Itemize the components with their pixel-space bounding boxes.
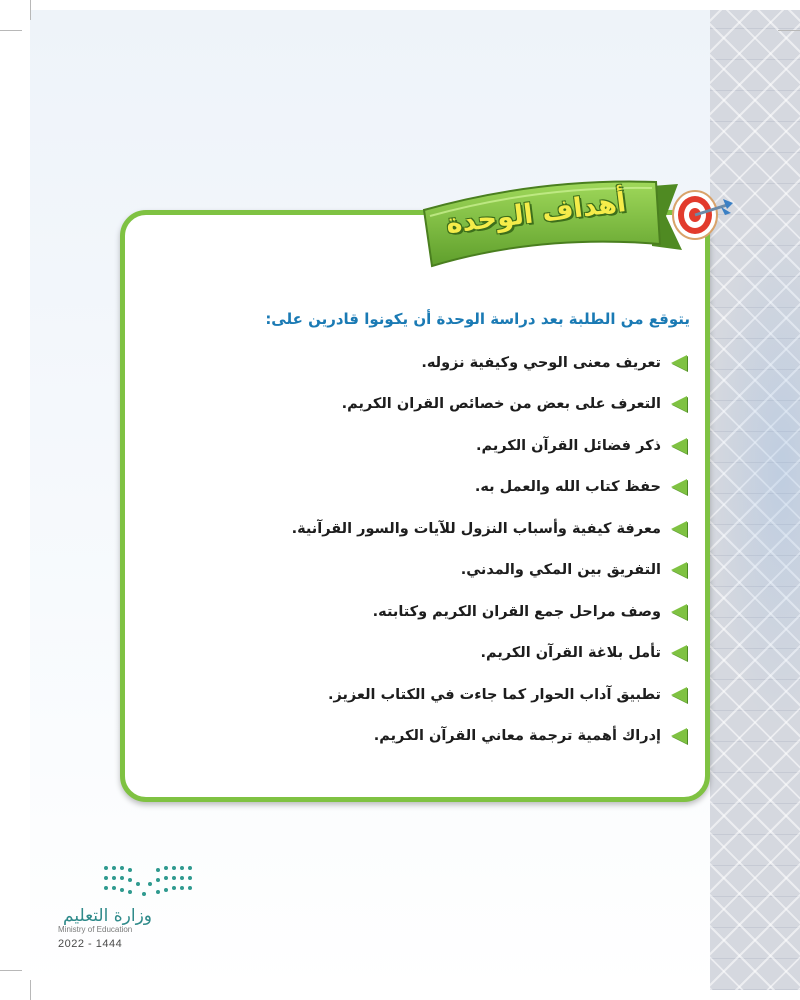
- side-pattern-haze: [710, 210, 800, 730]
- crop-mark: [30, 0, 31, 20]
- objective-text: معرفة كيفية وأسباب النزول للآيات والسور القرآنية.: [291, 520, 661, 537]
- green-triangle-bullet-icon: [671, 728, 687, 744]
- green-triangle-bullet-icon: [671, 687, 687, 703]
- green-triangle-bullet-icon: [671, 396, 687, 412]
- crop-mark: [0, 970, 22, 971]
- edition-year: 2022 - 1444: [58, 938, 123, 950]
- green-triangle-bullet-icon: [671, 479, 687, 495]
- green-triangle-bullet-icon: [671, 604, 687, 620]
- objective-item: [127, 467, 687, 509]
- side-pattern-strip: [710, 10, 800, 990]
- objective-text: إدراك أهمية ترجمة معاني القرآن الكريم.: [373, 728, 661, 745]
- objective-item: [127, 425, 687, 467]
- objective-text: التعرف على بعض من خصائص القران الكريم.: [341, 396, 661, 413]
- green-triangle-bullet-icon: [671, 562, 687, 578]
- objective-text: تأمل بلاغة القرآن الكريم.: [480, 645, 661, 662]
- crop-mark: [778, 30, 800, 31]
- unit-header-banner: [420, 176, 685, 268]
- ministry-name-arabic: وزارة التعليم: [63, 906, 152, 926]
- ministry-logo-block: [58, 860, 208, 960]
- green-triangle-bullet-icon: [671, 438, 687, 454]
- green-triangle-bullet-icon: [671, 521, 687, 537]
- objective-text: التفريق بين المكي والمدني.: [460, 562, 661, 579]
- unit-header-title: أهداف الوحدة: [444, 187, 628, 240]
- objective-item: [127, 674, 687, 716]
- objectives-intro: يتوقع من الطلبة بعد دراسة الوحدة أن يكونوا قادرين على:: [265, 310, 690, 328]
- ministry-dots-logo-icon: [100, 860, 196, 904]
- objective-text: تعريف معنى الوحي وكيفية نزوله.: [421, 354, 661, 371]
- objective-text: ذكر فضائل القرآن الكريم.: [475, 437, 661, 454]
- objective-text: حفظ كتاب الله والعمل به.: [474, 479, 661, 496]
- green-triangle-bullet-icon: [671, 355, 687, 371]
- objective-item: [127, 342, 687, 384]
- target-dart-icon: [665, 185, 735, 243]
- objective-item: [127, 384, 687, 426]
- objective-item: [127, 550, 687, 592]
- ministry-name-english: Ministry of Education: [58, 925, 133, 934]
- crop-mark: [30, 980, 31, 1000]
- objective-item: [127, 633, 687, 675]
- objective-item: [127, 591, 687, 633]
- objective-item: [127, 716, 687, 758]
- objective-item: [127, 508, 687, 550]
- objectives-list: [127, 342, 687, 757]
- objective-text: تطبيق آداب الحوار كما جاءت في الكتاب العزيز.: [327, 686, 661, 703]
- crop-mark: [0, 30, 22, 31]
- objective-text: وصف مراحل جمع القران الكريم وكتابته.: [372, 603, 661, 620]
- green-triangle-bullet-icon: [671, 645, 687, 661]
